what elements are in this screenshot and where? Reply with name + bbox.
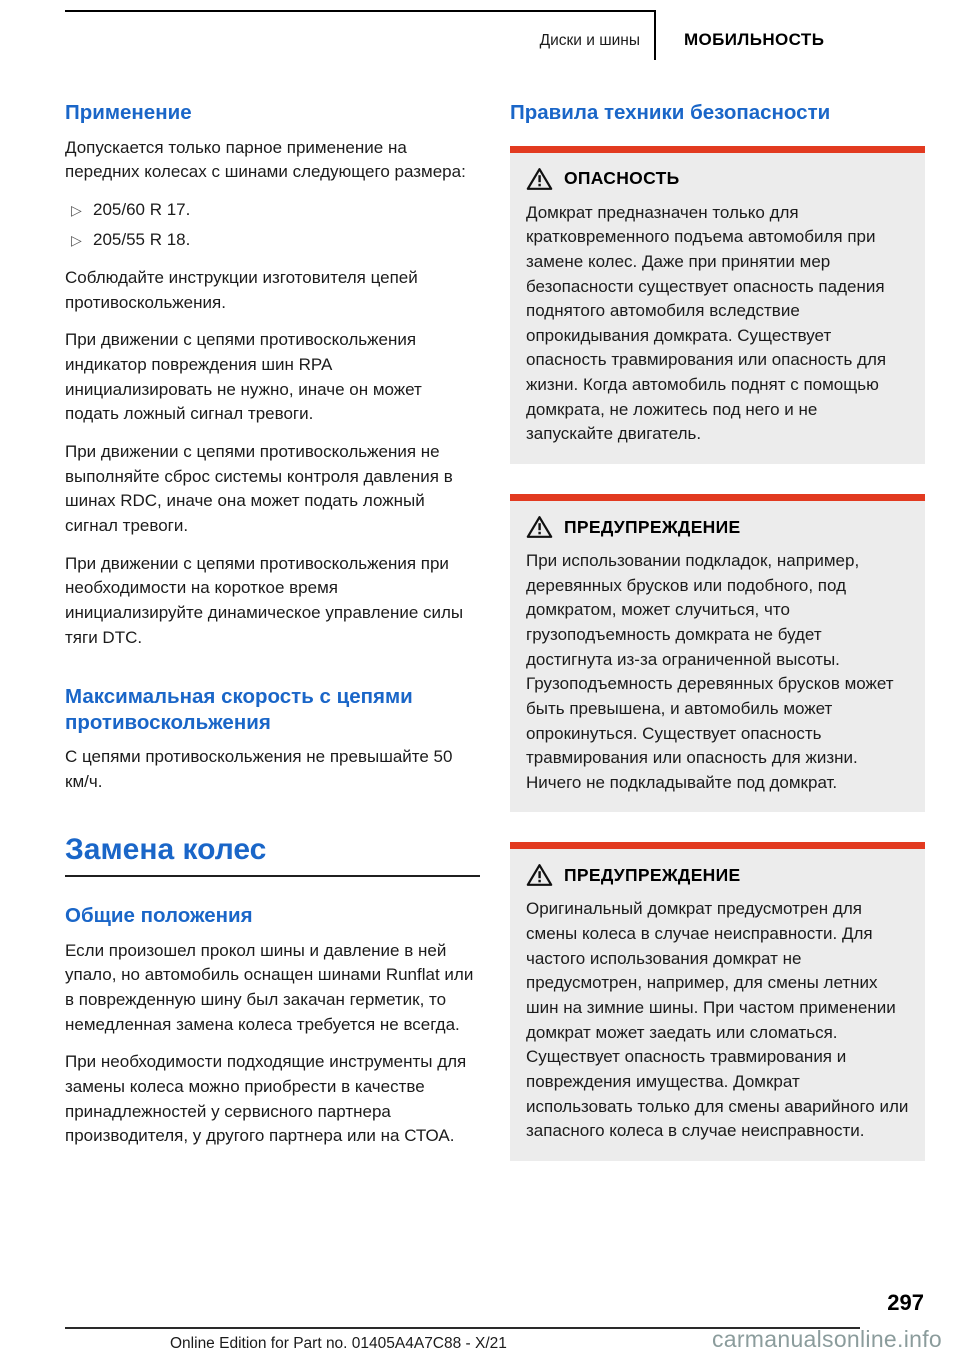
warning-box-content xyxy=(510,849,925,1160)
page-number: 297 xyxy=(887,1290,924,1315)
warning-triangle-icon xyxy=(526,167,553,191)
warning-text: При использовании подкладок, например, деревянных брусков или подобного, под домкратом, может случиться, что грузоподъемность домкрата не будет достигнута из-за ограниченной высоты. Грузоподъемность деревянных брусков может быть превышена, и автомобиль может опрокинуться. Существует опасность травмирования или опасность для жизни. Ничего не подкладывайте под домкрат. xyxy=(526,551,894,792)
paragraph-application-intro: Допускается только парное применение на передних колесах с шинами следующего размера: xyxy=(65,137,466,182)
warning-red-bar xyxy=(510,842,925,849)
section-rule xyxy=(65,875,480,877)
warning-box-header xyxy=(526,167,909,191)
warning-triangle-icon xyxy=(526,863,553,887)
heading-safety: Правила техники безопасности xyxy=(510,101,831,124)
paragraph: Соблюдайте инструкции изготовителя цепей противоскольжения. xyxy=(65,268,418,312)
footer-edition-text: Online Edition for Part no. 01405A4A7C88 - X/21 xyxy=(170,1335,507,1352)
header-section-title: Диски и шины xyxy=(539,32,640,49)
header-chapter-title: МОБИЛЬНОСТЬ xyxy=(684,30,825,49)
warning-box-header xyxy=(526,515,909,539)
paragraph: Если произошел прокол шины и давление в ней упало, но автомобиль оснащен шинами Runflat или в поврежденную шину был закачан герметик, то немедленная замена колеса требуется не всегда. xyxy=(65,940,474,1034)
paragraph: При необходимости подходящие инструменты для замены колеса можно приобрести в качестве принадлежностей у сервисного партнера производителя, у другого партнера или на СТОА. xyxy=(65,1052,467,1146)
warning-label: ОПАСНОСТЬ xyxy=(564,168,680,189)
content-columns xyxy=(65,100,925,1191)
header-vertical-divider xyxy=(654,10,656,60)
header-top-rule xyxy=(65,10,654,12)
paragraph: При движении с цепями противоскольжения индикатор повреждения шин RPA инициализировать не нужно, иначе он может подать ложный сигнал тревоги. xyxy=(65,330,422,424)
list-item-text: 205/55 R 18. xyxy=(93,229,191,249)
tire-size-list xyxy=(65,198,480,252)
heading-general: Общие положения xyxy=(65,904,253,928)
watermark-text: carmanualsonline.info xyxy=(711,1326,942,1352)
right-column xyxy=(510,100,925,1191)
heading-application: Применение xyxy=(65,101,192,124)
heading-max-speed: Максимальная скорость с цепями противоскольжения xyxy=(65,685,413,734)
warning-box-content xyxy=(510,501,925,812)
warning-box-caution xyxy=(510,494,925,812)
list-item xyxy=(65,198,480,223)
warning-label: ПРЕДУПРЕЖДЕНИЕ xyxy=(564,864,741,885)
warning-box-header xyxy=(526,863,909,887)
warning-triangle-icon xyxy=(526,515,553,539)
paragraph: С цепями противоскольжения не превышайте 50 км/ч. xyxy=(65,747,453,792)
warning-box-content xyxy=(510,153,925,464)
left-column xyxy=(65,100,480,1191)
paragraph: При движении с цепями противоскольжения при необходимости на короткое время инициализируйте динамическое управление силы тяги DTC. xyxy=(65,553,464,647)
warning-box-danger xyxy=(510,146,925,464)
paragraph: При движении с цепями противоскольжения не выполняйте сброс системы контроля давления в шинах RDC, иначе она может подать ложный сигнал тревоги. xyxy=(65,442,453,535)
list-item-text: 205/60 R 17. xyxy=(93,199,191,219)
warning-box-caution xyxy=(510,842,925,1160)
triangle-bullet-icon: ▷ xyxy=(71,231,82,248)
warning-red-bar xyxy=(510,494,925,501)
list-item xyxy=(65,228,480,253)
warning-red-bar xyxy=(510,146,925,153)
warning-text: Оригинальный домкрат предусмотрен для смены колеса в случае неисправности. Для частого использования домкрат не предусмотрен, например, для смены летних шин на зимние шины. При частом применении домкрат может заедать или сломаться. Существует опасность травмирования и повреждения имущества. Домкрат использовать только для смены аварийного или запасного колеса в случае неисправности. xyxy=(526,899,909,1141)
warning-label: ПРЕДУПРЕЖДЕНИЕ xyxy=(564,516,741,537)
heading-wheel-change: Замена колес xyxy=(65,832,267,866)
triangle-bullet-icon: ▷ xyxy=(71,201,82,218)
warning-text: Домкрат предназначен только для кратковременного подъема автомобиля при замене колес. Даже при принятии мер безопасности существует опасность падения поднятого автомобиля вследствие опрокидывания домкрата. Существует опасность травмирования или опасность для жизни. Когда автомобиль поднят с помощью домкрата, не ложитесь под него и не запускайте двигатель. xyxy=(526,202,887,444)
